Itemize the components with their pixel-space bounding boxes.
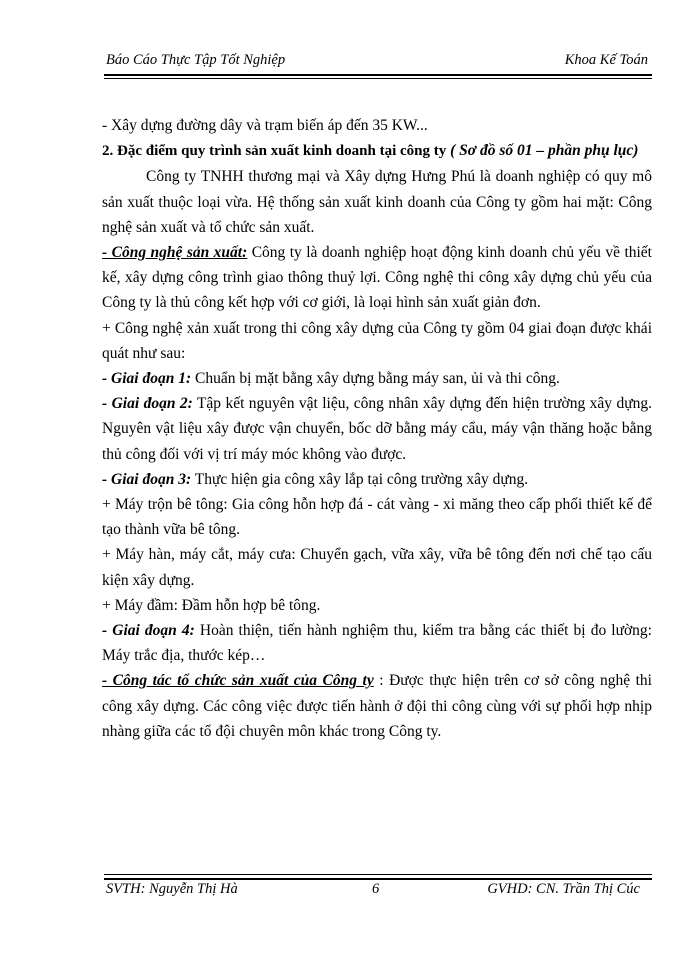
stage-1-text: Chuẩn bị mặt bằng xây dựng bằng máy san, ủi và thi công. <box>191 370 560 388</box>
paragraph-intro: Công ty TNHH thương mại và Xây dựng Hưng Phú là doanh nghiệp có quy mô sản xuất thuộc loại vừa. Hệ thống sản xuất kinh doanh của Công ty gồm hai mặt: Công nghệ sản xuất và tổ chức sản xuất. <box>102 168 652 236</box>
stage-3-text: Thực hiện gia công xây lắp tại công trường xây dựng. <box>191 470 529 488</box>
header-rule <box>104 74 652 76</box>
paragraph-organization <box>102 668 652 744</box>
heading-text: 2. Đặc điểm quy trình sản xuất kinh doanh tại công ty <box>102 143 447 160</box>
paragraph-technology <box>102 240 652 316</box>
stage-1-label: - Giai đoạn 1: <box>102 370 192 388</box>
page-body <box>102 113 652 744</box>
organization-text: : Được thực hiện trên cơ sở công nghệ thi công xây dựng. Các công việc được tiến hành ở đội thi công cùng với sự phối hợp nhịp nhàng giữa các tổ đội chuyên môn khác trong Công ty. <box>102 672 652 740</box>
page-footer <box>104 881 652 901</box>
student-name: SVTH: Nguyễn Thị Hà <box>106 881 238 897</box>
heading-reference: ( Sơ đồ số 01 – phần phụ lục) <box>450 142 639 160</box>
department-name: Khoa Kế Toán <box>564 52 648 68</box>
footer-rule <box>104 878 652 880</box>
paragraph-stage-2 <box>102 391 652 467</box>
paragraph-stage-3 <box>102 467 652 492</box>
stage-4-text: Hoàn thiện, tiến hành nghiệm thu, kiểm tra bằng các thiết bị đo lường: Máy trắc địa, thước kép… <box>102 622 652 665</box>
paragraph-welder: + Máy hàn, máy cắt, máy cưa: Chuyển gạch, vữa xây, vữa bê tông đến nơi chế tạo cấu kiện xây dựng. <box>102 546 652 589</box>
stage-4-label: - Giai đoạn 4: <box>102 622 195 640</box>
paragraph-power-line: - Xây dựng đường dây và trạm biến áp đến 35 KW... <box>102 117 428 134</box>
page-number: 6 <box>372 881 380 897</box>
header-rule-thin <box>104 78 652 79</box>
page-header <box>104 52 652 72</box>
stage-3-label: - Giai đoạn 3: <box>102 470 192 488</box>
organization-label: - Công tác tổ chức sản xuất của Công ty <box>102 672 374 690</box>
paragraph-compactor: + Máy đầm: Đầm hỗn hợp bê tông. <box>102 596 321 614</box>
paragraph-stages-intro: + Công nghệ xản xuất trong thi công xây dựng của Công ty gồm 04 giai đoạn được khái quát như sau: <box>102 319 652 362</box>
technology-label: - Công nghệ sản xuất: <box>102 244 248 262</box>
technology-text: Công ty là doanh nghiệp hoạt động kinh doanh chủ yếu về thiết kế, xây dựng công trình giao thông thuỷ lợi. Công nghệ thi công xây dựng chủ yếu của Công ty là thủ công kết hợp với cơ giới, là loại hình sản xuất giản đơn. <box>102 244 652 312</box>
footer-rule-thin <box>104 874 652 875</box>
section-heading <box>102 138 652 164</box>
stage-2-text: Tập kết nguyên vật liệu, công nhân xây dựng đến hiện trường xây dựng. Nguyên vật liệu xây được vận chuyển, bốc dỡ bằng máy cẩu, máy vận thăng hoặc bằng thủ công đối với vị trí máy móc không vào được. <box>102 395 653 463</box>
report-title: Báo Cáo Thực Tập Tốt Nghiệp <box>106 52 286 68</box>
paragraph-mixer: + Máy trộn bê tông: Gia công hỗn hợp đá - cát vàng - xi măng theo cấp phối thiết kế để tạo thành vữa bê tông. <box>102 496 652 539</box>
advisor-name: GVHD: CN. Trần Thị Cúc <box>487 881 640 897</box>
paragraph-stage-4 <box>102 618 652 668</box>
stage-2-label: - Giai đoạn 2: <box>102 395 193 413</box>
paragraph-stage-1 <box>102 366 652 391</box>
